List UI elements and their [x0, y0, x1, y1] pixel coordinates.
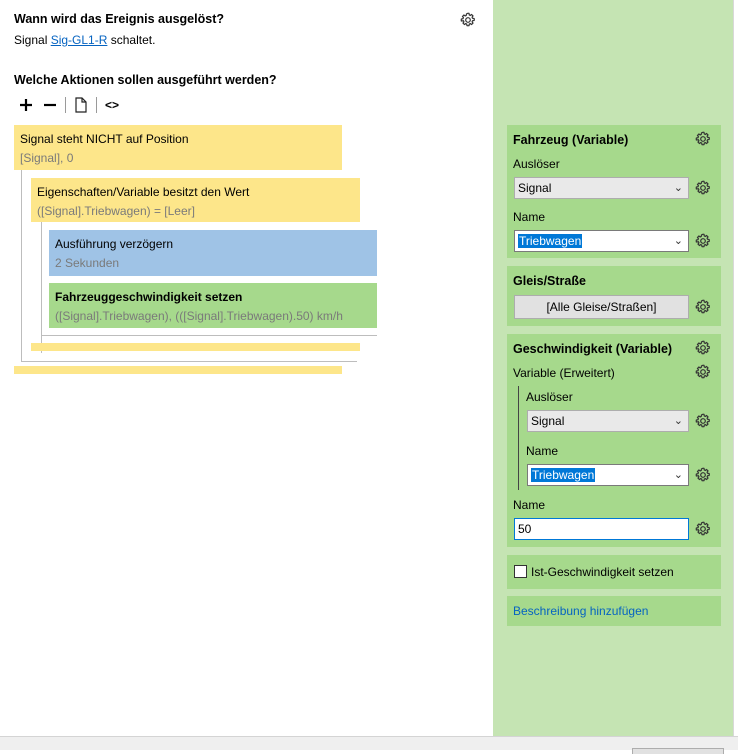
vehicle-name-select[interactable] [514, 230, 689, 252]
block-title: Signal steht NICHT auf Position [20, 132, 189, 146]
gear-icon[interactable] [460, 12, 476, 28]
bottom-bar [0, 736, 738, 750]
track-panel-title: Gleis/Straße [513, 274, 586, 288]
condition-block-end [31, 343, 360, 351]
chevron-down-icon: ⌄ [673, 182, 683, 194]
gear-icon[interactable] [695, 364, 711, 380]
select-value: Signal [531, 414, 565, 428]
copy-icon [74, 97, 88, 113]
gear-icon[interactable] [695, 233, 711, 249]
add-action-button[interactable] [16, 96, 36, 114]
actual-speed-checkbox[interactable] [514, 565, 527, 578]
variable-advanced-label: Variable (Erweitert) [513, 366, 615, 380]
code-icon[interactable]: <> [104, 98, 119, 112]
description-panel [507, 596, 721, 626]
speed-inner-name-select[interactable] [527, 464, 689, 486]
vehicle-name-label: Name [513, 210, 546, 224]
actual-speed-panel [507, 555, 721, 589]
vehicle-panel [507, 125, 721, 258]
condition-block-end [14, 366, 342, 374]
trigger-description [14, 33, 155, 47]
dialog-button[interactable] [632, 748, 724, 754]
remove-action-button[interactable] [40, 96, 60, 114]
block-title: Ausführung verzögern [55, 237, 174, 251]
speed-panel-title: Geschwindigkeit (Variable) [513, 342, 673, 356]
tree-line [41, 222, 42, 353]
speed-value-input[interactable]: 50 [514, 518, 689, 540]
gear-icon[interactable] [695, 413, 711, 429]
trigger-heading: Wann wird das Ereignis ausgelöst? [14, 12, 224, 26]
chevron-down-icon: ⌄ [673, 415, 683, 427]
speed-panel [507, 334, 721, 547]
tree-line [21, 170, 22, 362]
toolbar-divider [65, 97, 66, 113]
vehicle-trigger-label: Auslöser [513, 157, 560, 171]
window-edge [733, 0, 738, 736]
tree-line [21, 361, 357, 362]
actions-toolbar [16, 96, 122, 114]
block-subtitle: 2 Sekunden [55, 256, 120, 270]
trigger-suffix: schaltet. [110, 33, 156, 47]
copy-button[interactable] [71, 96, 91, 114]
nested-group-line [518, 386, 519, 490]
vehicle-trigger-select[interactable] [514, 177, 689, 199]
gear-icon[interactable] [695, 521, 711, 537]
plus-icon [19, 98, 33, 112]
gear-icon[interactable] [695, 131, 711, 147]
speed-trigger-select[interactable] [527, 410, 689, 432]
toolbar-divider [96, 97, 97, 113]
block-subtitle: ([Signal].Triebwagen), (([Signal].Triebwagen).50) km/h [55, 309, 343, 323]
chevron-down-icon: ⌄ [673, 235, 683, 247]
gear-icon[interactable] [695, 340, 711, 356]
tree-line [41, 335, 377, 336]
vehicle-panel-title: Fahrzeug (Variable) [513, 133, 629, 147]
minus-icon [43, 98, 57, 112]
block-title: Fahrzeuggeschwindigkeit setzen [55, 290, 243, 304]
select-value: Triebwagen [519, 234, 582, 248]
set-speed-action-block[interactable] [49, 283, 377, 328]
delay-action-block[interactable] [49, 230, 377, 276]
speed-trigger-label: Auslöser [526, 390, 573, 404]
actions-heading: Welche Aktionen sollen ausgeführt werden? [14, 73, 277, 87]
track-select-button[interactable]: [Alle Gleise/Straßen] [514, 295, 689, 319]
track-panel [507, 266, 721, 326]
signal-link[interactable]: Sig-GL1-R [50, 33, 108, 47]
select-value: Signal [518, 181, 552, 195]
gear-icon[interactable] [695, 180, 711, 196]
block-title: Eigenschaften/Variable besitzt den Wert [37, 185, 250, 199]
gear-icon[interactable] [695, 467, 711, 483]
gear-icon[interactable] [695, 299, 711, 315]
block-subtitle: [Signal], 0 [20, 151, 74, 165]
condition-block-signal[interactable] [14, 125, 342, 170]
select-value: Triebwagen [532, 468, 595, 482]
speed-name-label: Name [513, 498, 546, 512]
actual-speed-label[interactable]: Ist-Geschwindigkeit setzen [531, 565, 674, 579]
chevron-down-icon: ⌄ [673, 469, 683, 481]
block-subtitle: ([Signal].Triebwagen) = [Leer] [37, 204, 195, 218]
add-description-link[interactable]: Beschreibung hinzufügen [513, 604, 649, 618]
trigger-prefix: Signal [14, 33, 48, 47]
speed-inner-name-label: Name [526, 444, 559, 458]
condition-block-variable[interactable] [31, 178, 360, 222]
